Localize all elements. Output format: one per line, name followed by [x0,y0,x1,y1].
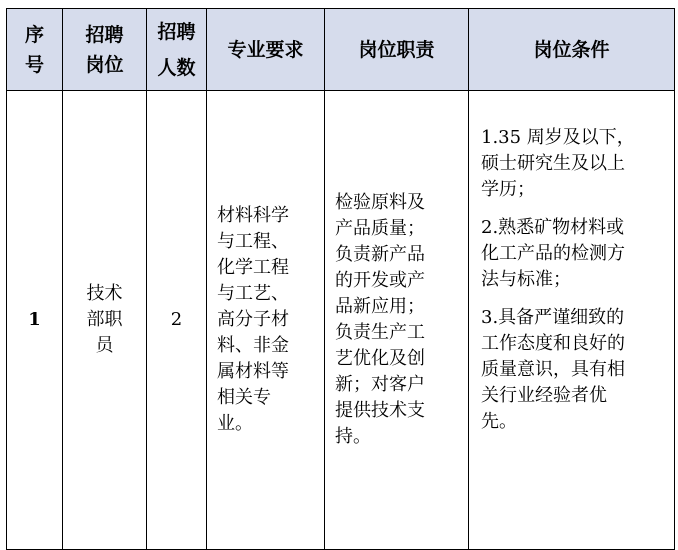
header-count [147,9,207,91]
condition-item [481,305,666,435]
recruitment-table [6,8,675,550]
major-line: 业。 [217,413,253,434]
header-count-line: 招聘 [157,20,196,43]
condition-item [481,215,666,293]
cell-major [207,91,325,550]
cell-count [147,91,207,550]
duty-line: 品新应用； [335,296,425,317]
duty-line: 提供技术支 [335,400,425,421]
major-line: 高分子材 [217,309,289,330]
header-count-line: 人数 [157,56,196,79]
position-line: 技术 [86,283,123,304]
condition-line: 化工产品的检测方 [481,243,625,264]
condition-line: 1.35 周岁及以下， [481,127,635,148]
condition-line: 工作态度和良好的 [481,333,625,354]
condition-item [481,125,666,203]
condition-line: 3.具备严谨细致的 [481,307,625,328]
header-row [7,9,675,91]
duty-line: 新；对客户 [335,374,425,395]
cell-condition [469,91,675,550]
header-position-line: 招聘 [85,23,124,46]
major-line: 与工程、 [217,231,289,252]
duty-line: 持。 [335,426,371,447]
header-seq-line: 序 [24,23,44,46]
duty-line: 负责生产工 [335,322,425,343]
cell-position [63,91,147,550]
duty-line: 产品质量； [335,218,425,239]
condition-line: 硕士研究生及以上 [481,153,625,174]
duty-line: 的开发或产 [335,270,425,291]
cell-seq: 1 [7,91,63,550]
condition-line: 质量意识，具有相 [481,359,625,380]
header-seq-line: 号 [24,53,44,76]
condition-line: 法与标准； [481,269,571,290]
header-major-label: 专业要求 [227,38,304,61]
major-line: 材料科学 [217,205,289,226]
major-line: 属材料等 [217,361,289,382]
position-line: 员 [95,335,114,356]
header-position-line: 岗位 [85,53,124,76]
condition-line: 2.熟悉矿物材料或 [481,217,625,238]
major-line: 料、非金 [217,335,289,356]
major-line: 化学工程 [217,257,289,278]
major-line: 相关专 [217,387,271,408]
header-duty [325,9,469,91]
condition-line: 先。 [481,411,517,432]
header-condition-label: 岗位条件 [533,38,610,61]
table-row [7,91,675,550]
condition-line: 学历； [481,179,535,200]
header-duty-label: 岗位职责 [358,38,435,61]
header-position [63,9,147,91]
duty-line: 检验原料及 [335,192,425,213]
duty-line: 负责新产品 [335,244,425,265]
count-value: 2 [170,309,183,330]
major-line: 与工艺、 [217,283,289,304]
header-condition [469,9,675,91]
duty-line: 艺优化及创 [335,348,425,369]
header-seq [7,9,63,91]
condition-line: 关行业经验者优 [481,385,607,406]
position-line: 部职 [86,309,123,330]
cell-duty [325,91,469,550]
header-major [207,9,325,91]
